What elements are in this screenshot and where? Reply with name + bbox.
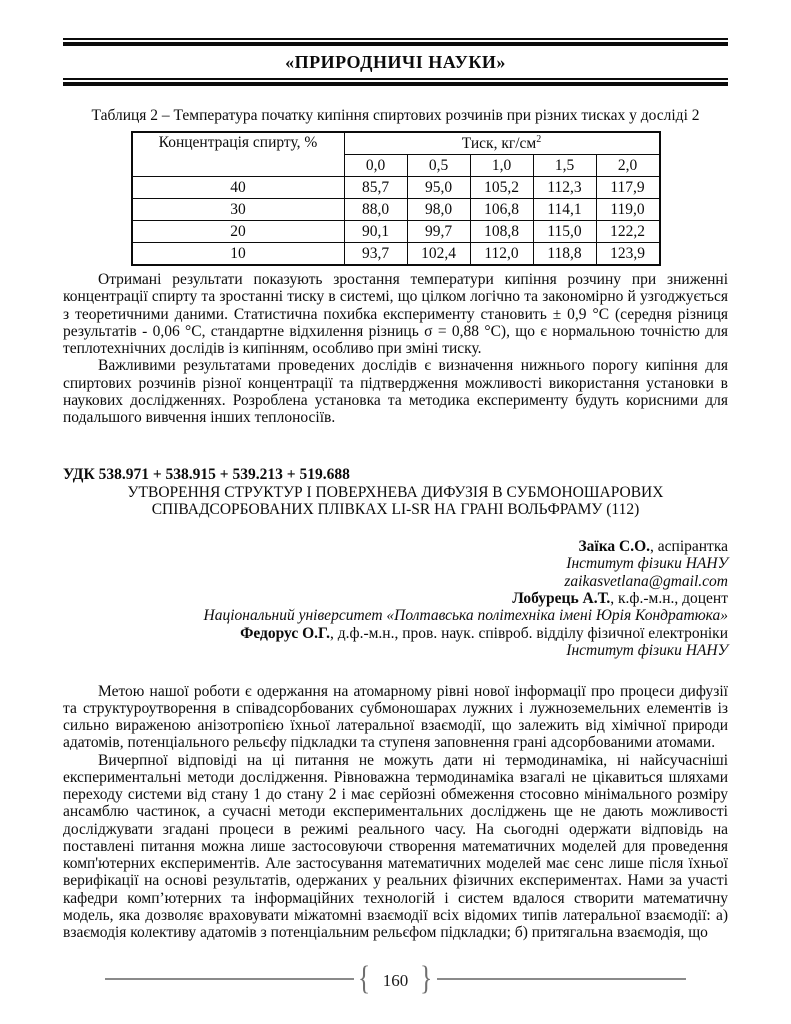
page-number: 160 <box>382 971 409 990</box>
article-header <box>63 466 728 519</box>
temperature-cell: 112,0 <box>470 243 533 266</box>
author-affiliation: Інститут фізики НАНУ <box>566 555 728 573</box>
temperature-cell: 90,1 <box>344 221 407 243</box>
temperature-cell: 123,9 <box>596 243 660 266</box>
section-banner <box>63 38 728 86</box>
pressure-group-header <box>344 132 660 155</box>
temperature-cell: 122,2 <box>596 221 660 243</box>
temperature-cell: 88,0 <box>344 199 407 221</box>
temperature-cell: 115,0 <box>533 221 596 243</box>
temperature-cell: 95,0 <box>407 177 470 199</box>
banner-bottom-thin-rule <box>63 78 728 80</box>
concentration-cell: 10 <box>132 243 345 266</box>
temperature-cell: 112,3 <box>533 177 596 199</box>
pressure-value-header: 0,5 <box>407 155 470 177</box>
table-row <box>132 221 660 243</box>
author-name: Лобурець А.Т. <box>512 589 611 607</box>
temperature-cell: 105,2 <box>470 177 533 199</box>
temperature-cell: 117,9 <box>596 177 660 199</box>
table-row <box>132 199 660 221</box>
results-paragraph-2: Важливими результатами проведених дослідів є визначення нижнього порогу кипіння для спиртових розчинів різної концентрації та підтвердження можливості використання установки в наукових дослідженнях. Розроблена установка та методика експерименту будуть корисними для подальшого вивчення інших теплоносіїв. <box>63 357 728 426</box>
pressure-value-header: 2,0 <box>596 155 660 177</box>
temperature-cell: 119,0 <box>596 199 660 221</box>
author-role: , д.ф.-м.н., пров. наук. співроб. відділу фізичної електроніки <box>330 624 728 642</box>
pressure-unit-superscript: 2 <box>536 133 542 145</box>
concentration-cell: 20 <box>132 221 345 243</box>
author-name: Заїка С.О. <box>578 537 651 555</box>
article-title: УТВОРЕННЯ СТРУКТУР І ПОВЕРХНЕВА ДИФУЗІЯ В СУБМОНОШАРОВИХ СПІВАДСОРБОВАНИХ ПЛІВКАХ LI-SR НА ГРАНІ ВОЛЬФРАМУ (112) <box>127 483 664 519</box>
results-section <box>63 271 728 426</box>
footer-left-rule <box>105 978 354 980</box>
temperature-cell: 98,0 <box>407 199 470 221</box>
pressure-value-header: 0,0 <box>344 155 407 177</box>
body-paragraph-1: Метою нашої роботи є одержання на атомарному рівні нової інформації про процеси дифузії та структуроутворення в співадсорбованих субмоношарах лужних і лужноземельних елементів із сильно вираженою анізотропією їхньої латеральної взаємодії, що залежить від хімічної природи адатомів, потенціального рельєфу підкладки та ступеня заповнення грані адсорбованими атомами. <box>63 682 728 752</box>
author-role: , аспірантка <box>650 537 728 555</box>
concentration-cell: 40 <box>132 177 345 199</box>
author-affiliation: Національний університет «Полтавська політехніка імені Юрія Кондратюка» <box>203 607 728 625</box>
left-bracket-glyph: { <box>358 960 371 997</box>
author-line <box>63 590 728 607</box>
pressure-value-header: 1,0 <box>470 155 533 177</box>
author-line <box>63 625 728 642</box>
temperature-cell: 99,7 <box>407 221 470 243</box>
pressure-value-header: 1,5 <box>533 155 596 177</box>
temperature-cell: 106,8 <box>470 199 533 221</box>
temperature-cell: 102,4 <box>407 243 470 266</box>
temperature-cell: 85,7 <box>344 177 407 199</box>
udc-code: УДК 538.971 + 538.915 + 539.213 + 519.688 <box>63 466 350 484</box>
section-title: «ПРИРОДНИЧІ НАУКИ» <box>285 52 506 72</box>
author-line <box>63 538 728 555</box>
table-caption: Таблиця 2 – Температура початку кипіння спиртових розчинів при різних тисках у досліді 2 <box>91 107 700 124</box>
pressure-group-header-text: Тиск, кг/см <box>461 134 537 152</box>
temperature-cell: 118,8 <box>533 243 596 266</box>
table-row <box>132 243 660 266</box>
banner-bottom-thick-rule <box>63 82 728 86</box>
author-name: Федорус О.Г. <box>240 624 331 642</box>
table-header-row <box>132 132 660 155</box>
boiling-temperature-table <box>131 131 661 266</box>
temperature-cell: 114,1 <box>533 199 596 221</box>
author-role: , к.ф.-м.н., доцент <box>610 589 728 607</box>
author-email: zaikasvetlana@gmail.com <box>564 572 728 590</box>
temperature-cell: 93,7 <box>344 243 407 266</box>
temperature-cell: 108,8 <box>470 221 533 243</box>
banner-top-thin-rule <box>63 38 728 40</box>
results-paragraph-1: Отримані результати показують зростання температури кипіння розчину при зниженні концентрації спирту та зростанні тиску в системі, що цілком логічно та закономірно й узгоджується з теоретичними даними. Статистична похибка експерименту становить ± 0,9 °С (середня різниця результатів - 0,06 °С, стандартне відхилення різниць σ = 0,88 °С), що є нормальною точністю для теплотехнічних дослідів із кипінням, особливо при зміні тиску. <box>63 271 728 357</box>
concentration-cell: 30 <box>132 199 345 221</box>
table-row <box>132 177 660 199</box>
right-bracket-glyph: } <box>420 960 433 997</box>
article-body <box>63 683 728 942</box>
page-footer <box>63 960 728 997</box>
author-affiliation: Інститут фізики НАНУ <box>566 642 728 660</box>
footer-right-rule <box>437 978 686 980</box>
authors-block <box>63 538 728 660</box>
body-paragraph-2: Вичерпної відповіді на ці питання не можуть дати ні термодинаміка, ні найсучасніші експериментальні методи дослідження. Рівноважна термодинаміка взагалі не цікавиться шляхами переходу системи від стану 1 до стану 2 і має серйозні обмеження стосовно мінімального розміру ансамблю частинок, а сучасні методи експериментальних досліджень ще не дають можливості досліджувати згадані процеси в режимі реального часу. На сьогодні одержати відповідь на поставлені питання можна лише застосовуючи створення математичних моделей для проведення комп'ютерних експериментів. Але застосування математичних моделей має сенс лише після їхньої верифікації на основі результатів, одержаних у реальних фізичних експериментах. Нами за участі кафедри комп’ютерних та інформаційних технологій і систем вдалося створити математичну модель, яка дозволяє враховувати міжатомні взаємодії всіх відомих типів латеральної взаємодії: а) взаємодія колективу адатомів з потенціальним рельєфом підкладки; б) притягальна взаємодія, що <box>63 751 728 942</box>
concentration-column-header: Концентрація спирту, % <box>132 132 345 177</box>
